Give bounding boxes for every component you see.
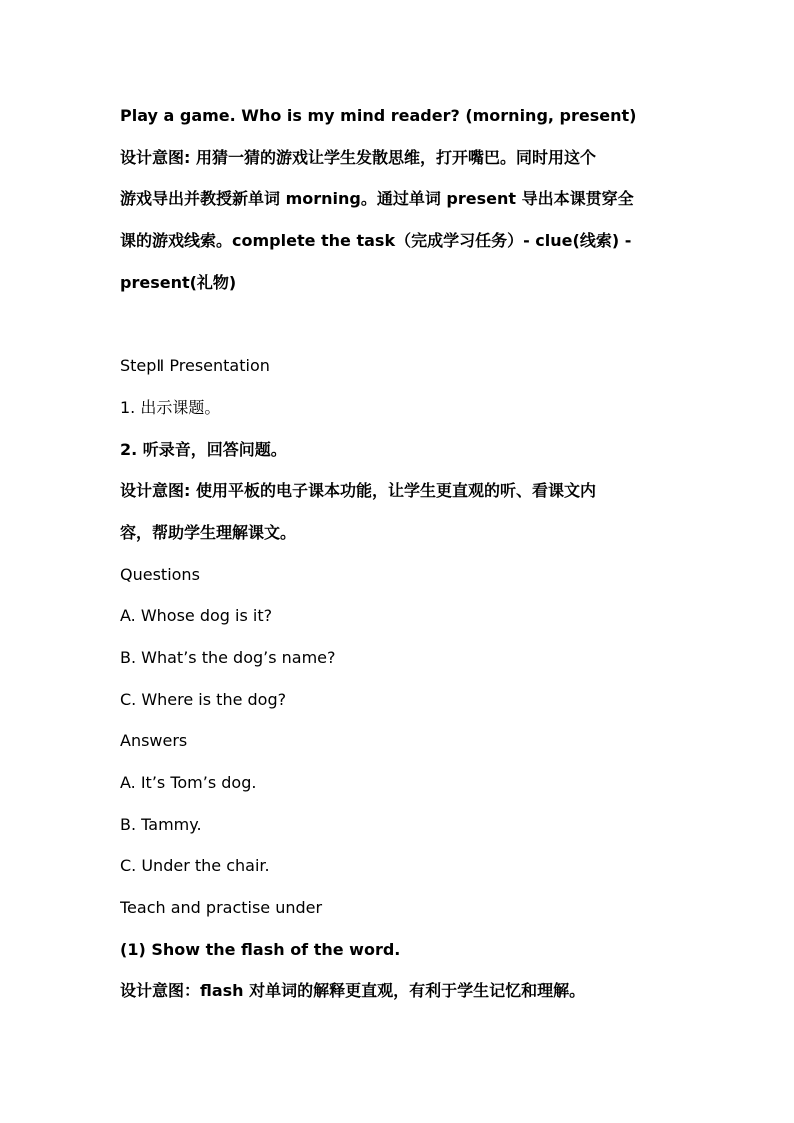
design-intent-line: 游戏导出并教授新单词 morning。通过单词 present 导出本课贯穿全 bbox=[120, 189, 634, 209]
list-item-listen: 2. 听录音，回答问题。 bbox=[120, 439, 287, 459]
list-item-show-title: 1. 出示课题。 bbox=[120, 397, 221, 417]
design-intent-line: 设计意图: 使用平板的电子课本功能，让学生更直观的听、看课文内 bbox=[120, 481, 596, 501]
questions-label: Questions bbox=[120, 564, 200, 584]
answer-item: B. Tammy. bbox=[120, 814, 202, 834]
document-page bbox=[120, 100, 680, 1017]
answer-item: C. Under the chair. bbox=[120, 856, 270, 876]
game-heading: Play a game. Who is my mind reader? (morning, present) bbox=[120, 106, 637, 125]
spacer bbox=[120, 308, 680, 350]
design-intent-line: 课的游戏线索。complete the task（完成学习任务）- clue(线索) - bbox=[120, 231, 632, 251]
design-intent-line: 设计意图：flash 对单词的解释更直观，有利于学生记忆和理解。 bbox=[120, 981, 586, 1001]
teach-practise-line: Teach and practise under bbox=[120, 898, 323, 918]
answer-item: A. It’s Tom’s dog. bbox=[120, 773, 257, 792]
answers-label: Answers bbox=[120, 731, 188, 751]
question-item: A. Whose dog is it? bbox=[120, 606, 273, 626]
design-intent-line: 容，帮助学生理解课文。 bbox=[120, 522, 297, 542]
step-heading: StepⅡ Presentation bbox=[120, 356, 270, 376]
design-intent-line: present(礼物) bbox=[120, 272, 237, 292]
design-intent-line: 设计意图: 用猜一猜的游戏让学生发散思维，打开嘴巴。同时用这个 bbox=[120, 147, 596, 167]
question-item: C. Where is the dog? bbox=[120, 689, 287, 709]
question-item: B. What’s the dog’s name? bbox=[120, 647, 336, 667]
show-flash-line: (1) Show the flash of the word. bbox=[120, 939, 401, 959]
